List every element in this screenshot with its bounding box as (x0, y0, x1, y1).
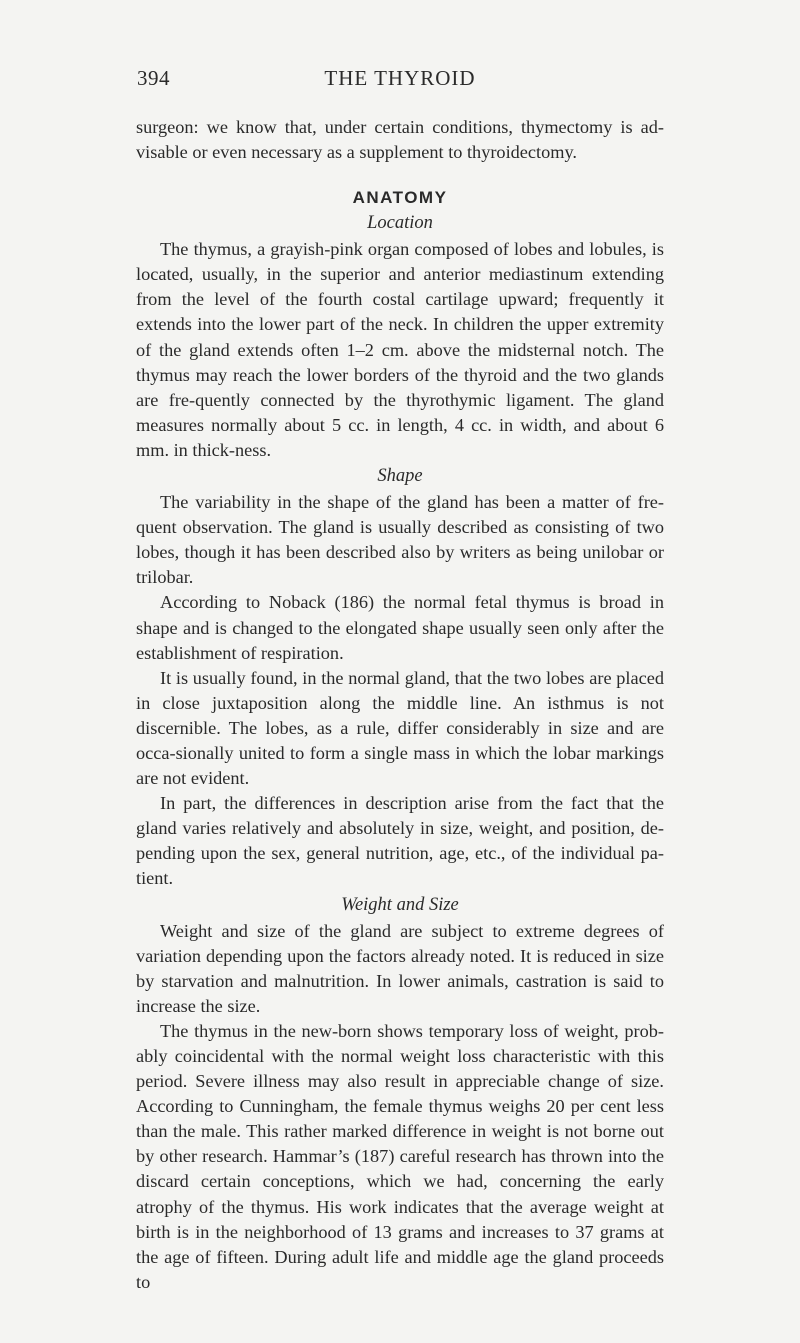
paragraph-shape-4: In part, the differences in description arise from the fact that the gland varies relatively and absolutely in size, weight, and position, de-pending upon the sex, general nutrition, age, etc., of the individual pa-tient. (136, 793, 664, 889)
intro-paragraph: surgeon: we know that, under certain conditions, thymectomy is ad-visable or even necessary as a supplement to thyroidectomy. (136, 117, 664, 163)
section-heading-anatomy: ANATOMY (352, 188, 448, 208)
paragraph-weight-2: The thymus in the new-born shows temporary loss of weight, prob-ably coincidental with the normal weight loss characteristic with this period. Severe illness may also result in appreciable change of size. According to Cunningham, the female thymus weighs 20 per cent less than the male. This rather marked difference in weight is not borne out by other research. Hammar’s (187) careful research has thrown into the discard certain conceptions, which we had, concerning the early atrophy of the thymus. His work indicates that the average weight at birth is in the neighborhood of 13 grams and increases to 37 grams at the age of fifteen. During adult life and middle age the gland proceeds to (136, 1020, 664, 1292)
subheading-weight-size: Weight and Size (341, 894, 459, 915)
paragraph-shape-1: The variability in the shape of the gland has been a matter of fre-quent observation. The gland is usually described as consisting of two lobes, though it has been described also by writers as being unilobar or trilobar. (136, 492, 664, 588)
running-title: THE THYROID (324, 66, 476, 90)
paragraph-weight-1: Weight and size of the gland are subject to extreme degrees of variation depending upon the factors already noted. It is reduced in size by starvation and malnutrition. In lower animals, castration is said to increase the size. (136, 920, 664, 1016)
page-number: 394 (137, 66, 170, 90)
subheading-location: Location (367, 213, 433, 234)
paragraph-location-1: The thymus, a grayish-pink organ composed of lobes and lobules, is located, usually, in the superior and anterior mediastinum extending from the level of the fourth costal cartilage upward; frequently it extends into the lower part of the neck. In children the upper extremity of the gland extends often 1–2 cm. above the midsternal notch. The thymus may reach the lower borders of the thyroid and the two glands are fre-quently connected by the thyrothymic ligament. The gland measures normally about 5 cc. in length, 4 cc. in width, and about 6 mm. in thick-ness. (136, 239, 664, 460)
subheading-shape: Shape (377, 466, 423, 487)
running-head (0, 66, 800, 96)
body-text (136, 115, 664, 1295)
paragraph-shape-2: According to Noback (186) the normal fetal thymus is broad in shape and is changed to the elongated shape usually seen only after the establishment of respiration. (136, 592, 664, 663)
paragraph-shape-3: It is usually found, in the normal gland, that the two lobes are placed in close juxtaposition along the middle line. An isthmus is not discernible. The lobes, as a rule, differ considerably in size and are occa-sionally united to form a single mass in which the lobar markings are not evident. (136, 667, 664, 789)
